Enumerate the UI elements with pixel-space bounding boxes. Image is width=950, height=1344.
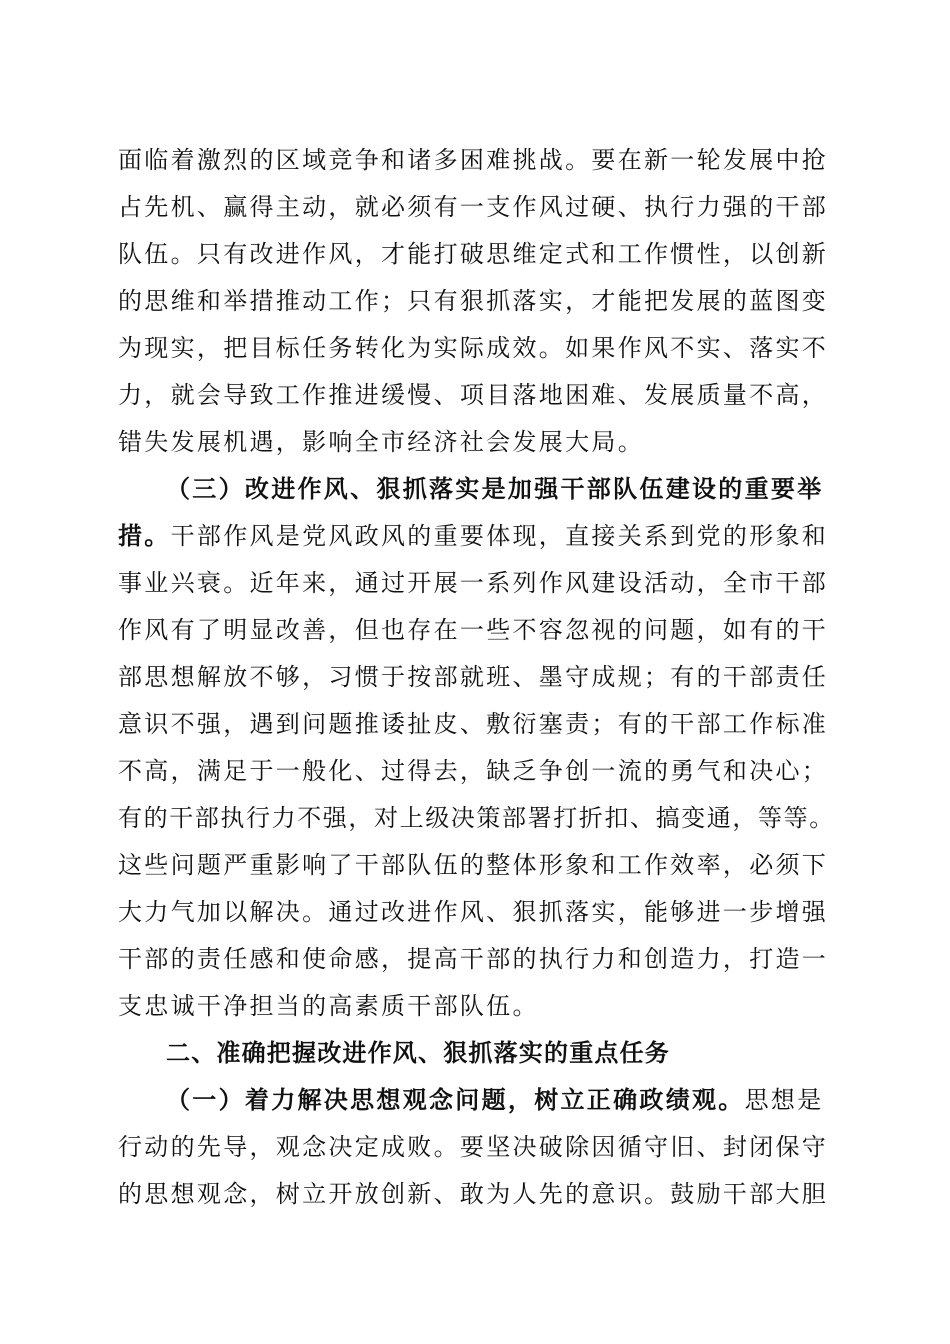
body-line-7: 错失发展机遇，影响全市经济社会发展大局。 <box>118 428 644 456</box>
section-3-line-3: 事业兴衰。近年来，通过开展一系列作风建设活动，全市干部 <box>118 569 829 597</box>
sub-1-line-1-text: 思想是 <box>744 1086 824 1114</box>
section-3-line-5: 部思想解放不够，习惯于按部就班、墨守成规；有的干部责任 <box>118 663 829 691</box>
sub-1-line-2: 行动的先导，观念决定成败。要坚决破除因循守旧、封闭保守 <box>118 1133 829 1161</box>
section-3-line-7: 不高，满足于一般化、过得去，缺乏争创一流的勇气和决心； <box>118 757 829 785</box>
sub-1-line-3: 的思想观念，树立开放创新、敢为人先的意识。鼓励干部大胆 <box>118 1180 829 1208</box>
body-line-5: 为现实，把目标任务转化为实际成效。如果作风不实、落实不 <box>118 334 829 362</box>
section-3-line-10: 大力气加以解决。通过改进作风、狠抓落实，能够进一步增强 <box>118 898 829 926</box>
section-3-line-2-text: 干部作风是党风政风的重要体现，直接关系到党的形象和 <box>170 522 829 550</box>
section-3-title-end: 措。 <box>118 521 171 550</box>
section-3-line-12: 支忠诚干净担当的高素质干部队伍。 <box>118 992 539 1020</box>
section-3-line-2 <box>118 516 838 556</box>
body-line-1: 面临着激烈的区域竞争和诸多困难挑战。要在新一轮发展中抢 <box>118 146 829 174</box>
heading-2: 二、准确把握改进作风、狠抓落实的重点任务 <box>166 1039 670 1067</box>
body-line-3: 队伍。只有改进作风，才能打破思维定式和工作惯性，以创新 <box>118 240 829 268</box>
body-line-4: 的思维和举措推动工作；只有狠抓落实，才能把发展的蓝图变 <box>118 287 829 315</box>
body-line-2: 占先机、赢得主动，就必须有一支作风过硬、执行力强的干部 <box>118 193 829 221</box>
sub-1-line-1 <box>166 1080 838 1120</box>
section-3-line-6: 意识不强，遇到问题推诿扯皮、敷衍塞责；有的干部工作标准 <box>118 710 829 738</box>
body-line-6: 力，就会导致工作推进缓慢、项目落地困难、发展质量不高， <box>118 381 829 409</box>
sub-1-title: （一）着力解决思想观念问题，树立正确政绩观。 <box>166 1085 745 1114</box>
section-3-line-11: 干部的责任感和使命感，提高干部的执行力和创造力，打造一 <box>118 945 829 973</box>
section-3-line-8: 有的干部执行力不强，对上级决策部署打折扣、搞变通，等等。 <box>118 804 835 832</box>
section-3-line-4: 作风有了明显改善，但也存在一些不容忽视的问题，如有的干 <box>118 616 829 644</box>
section-3-title: （三）改进作风、狠抓落实是加强干部队伍建设的重要举 <box>166 474 824 503</box>
section-3-line-9: 这些问题严重影响了干部队伍的整体形象和工作效率，必须下 <box>118 851 829 879</box>
